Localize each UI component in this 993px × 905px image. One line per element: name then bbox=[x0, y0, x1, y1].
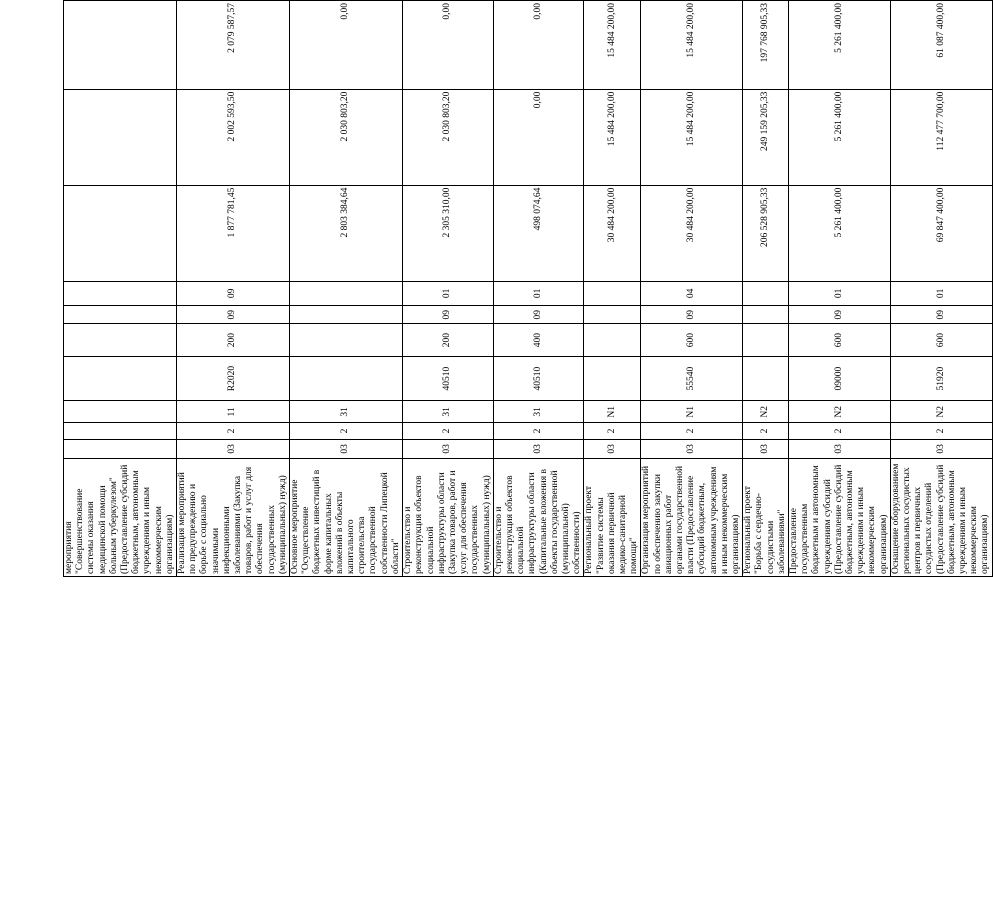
table-row bbox=[890, 1, 992, 577]
amount-year-3: 15 484 200,00 bbox=[584, 1, 641, 90]
amount-year-2: 15 484 200,00 bbox=[584, 89, 641, 185]
table-row bbox=[177, 1, 290, 577]
amount-year-2 bbox=[64, 89, 177, 185]
amount-year-3: 15 484 200,00 bbox=[641, 1, 743, 90]
amount-year-1: 206 528 905,33 bbox=[743, 185, 789, 281]
direction-code: 51920 bbox=[890, 356, 992, 400]
subsection-code: 04 bbox=[641, 281, 743, 305]
expense-type-code: 600 bbox=[641, 324, 743, 356]
event-code: N1 bbox=[584, 401, 641, 423]
section-code: 09 bbox=[493, 305, 584, 323]
event-code: N2 bbox=[743, 401, 789, 423]
expense-type-code: 200 bbox=[403, 324, 494, 356]
subsection-code: 09 bbox=[177, 281, 290, 305]
expense-type-code: 600 bbox=[789, 324, 891, 356]
direction-code: 55540 bbox=[641, 356, 743, 400]
subprogram-code: 2 bbox=[403, 423, 494, 439]
program-code: 03 bbox=[177, 439, 290, 459]
amount-year-1: 30 484 200,00 bbox=[641, 185, 743, 281]
direction-code: 40510 bbox=[403, 356, 494, 400]
amount-year-1: 498 074,64 bbox=[493, 185, 584, 281]
expense-type-code: 400 bbox=[493, 324, 584, 356]
table-row bbox=[789, 1, 891, 577]
row-name: Основное мероприятие "Осуществление бюджетных инвестиций в форме капитальных вложений в объекты капитального строительства государственной собственности Липецкой области" bbox=[290, 459, 403, 577]
table-body bbox=[64, 1, 993, 577]
direction-code bbox=[64, 356, 177, 400]
table-row bbox=[403, 1, 494, 577]
row-name: Предоставление государственным бюджетным и автономным учреждениям субсидий (Предоставление субсидий бюджетным, автономным учреждениям и иным некоммерческим организациям) bbox=[789, 459, 891, 577]
row-name: Оснащение оборудованием региональных сосудистых центров и первичных сосудистых отделений (Предоставление субсидий бюджетным, автономным учреждениям и иным некоммерческим организациям) bbox=[890, 459, 992, 577]
subsection-code bbox=[584, 281, 641, 305]
section-code bbox=[743, 305, 789, 323]
program-code bbox=[64, 439, 177, 459]
section-code bbox=[290, 305, 403, 323]
amount-year-2: 112 477 700,00 bbox=[890, 89, 992, 185]
expense-type-code bbox=[64, 324, 177, 356]
subsection-code: 01 bbox=[403, 281, 494, 305]
event-code bbox=[64, 401, 177, 423]
subsection-code bbox=[290, 281, 403, 305]
direction-code: R2020 bbox=[177, 356, 290, 400]
expense-type-code bbox=[743, 324, 789, 356]
amount-year-1: 1 877 781,45 bbox=[177, 185, 290, 281]
row-name: мероприятия "Совершенствование системы оказания медицинской помощи больным туберкулезом" (Предоставление субсидий бюджетным, автономным учреждениям и иным некоммерческим организациям) bbox=[64, 459, 177, 577]
subsection-code bbox=[743, 281, 789, 305]
amount-year-2: 2 030 803,20 bbox=[290, 89, 403, 185]
amount-year-3: 61 087 400,00 bbox=[890, 1, 992, 90]
event-code: N2 bbox=[890, 401, 992, 423]
subprogram-code bbox=[64, 423, 177, 439]
event-code: N2 bbox=[789, 401, 891, 423]
event-code: N1 bbox=[641, 401, 743, 423]
row-name: Строительство и реконструкция объектов социальной инфраструктуры области (Закупка товаров, работ и услуг для обеспечения государственных (муниципальных) нужд) bbox=[403, 459, 494, 577]
section-code: 09 bbox=[641, 305, 743, 323]
program-code: 03 bbox=[890, 439, 992, 459]
table-row bbox=[584, 1, 641, 577]
amount-year-2: 249 159 205,33 bbox=[743, 89, 789, 185]
subsection-code: 01 bbox=[890, 281, 992, 305]
direction-code: 40510 bbox=[493, 356, 584, 400]
amount-year-1: 2 803 384,64 bbox=[290, 185, 403, 281]
program-code: 03 bbox=[403, 439, 494, 459]
amount-year-1: 30 484 200,00 bbox=[584, 185, 641, 281]
row-name: Региональный проект "Борьба с сердечно-сосудистыми заболеваниями" bbox=[743, 459, 789, 577]
amount-year-3 bbox=[64, 1, 177, 90]
amount-year-2: 2 030 803,20 bbox=[403, 89, 494, 185]
row-name: Организация мероприятий по обеспечению закупки авиационных работ органами государственной власти (Предоставление субсидий бюджетным, автономным учреждениям и иным некоммерческим организациям) bbox=[641, 459, 743, 577]
event-code: 31 bbox=[403, 401, 494, 423]
program-code: 03 bbox=[290, 439, 403, 459]
event-code: 11 bbox=[177, 401, 290, 423]
amount-year-3: 5 261 400,00 bbox=[789, 1, 891, 90]
subprogram-code: 2 bbox=[890, 423, 992, 439]
direction-code: 09000 bbox=[789, 356, 891, 400]
amount-year-1: 5 261 400,00 bbox=[789, 185, 891, 281]
subprogram-code: 2 bbox=[493, 423, 584, 439]
amount-year-3: 0,00 bbox=[290, 1, 403, 90]
amount-year-2: 0,00 bbox=[493, 89, 584, 185]
row-name: Региональный проект "Развитие системы оказания первичной медико-санитарной помощи" bbox=[584, 459, 641, 577]
subprogram-code: 2 bbox=[641, 423, 743, 439]
event-code: 31 bbox=[493, 401, 584, 423]
program-code: 03 bbox=[493, 439, 584, 459]
table-row bbox=[290, 1, 403, 577]
subprogram-code: 2 bbox=[789, 423, 891, 439]
subsection-code bbox=[64, 281, 177, 305]
subsection-code: 01 bbox=[493, 281, 584, 305]
table-row bbox=[493, 1, 584, 577]
budget-table bbox=[63, 0, 993, 577]
event-code: 31 bbox=[290, 401, 403, 423]
section-code: 09 bbox=[177, 305, 290, 323]
program-code: 03 bbox=[789, 439, 891, 459]
amount-year-3: 0,00 bbox=[403, 1, 494, 90]
subsection-code: 01 bbox=[789, 281, 891, 305]
amount-year-3: 0,00 bbox=[493, 1, 584, 90]
section-code bbox=[64, 305, 177, 323]
table-row bbox=[641, 1, 743, 577]
program-code: 03 bbox=[743, 439, 789, 459]
section-code bbox=[584, 305, 641, 323]
table-row bbox=[64, 1, 177, 577]
subprogram-code: 2 bbox=[743, 423, 789, 439]
expense-type-code: 200 bbox=[177, 324, 290, 356]
subprogram-code: 2 bbox=[584, 423, 641, 439]
amount-year-2: 2 002 593,50 bbox=[177, 89, 290, 185]
direction-code bbox=[584, 356, 641, 400]
direction-code bbox=[290, 356, 403, 400]
amount-year-3: 197 768 905,33 bbox=[743, 1, 789, 90]
section-code: 09 bbox=[403, 305, 494, 323]
row-name: Реализация мероприятий по предупреждению и борьбе с социально значимыми инфекционными заболеваниями (Закупка товаров, работ и услуг для обеспечения государственных (муниципальных) нужд) bbox=[177, 459, 290, 577]
section-code: 09 bbox=[789, 305, 891, 323]
expense-type-code bbox=[290, 324, 403, 356]
table-row bbox=[743, 1, 789, 577]
program-code: 03 bbox=[584, 439, 641, 459]
subprogram-code: 2 bbox=[290, 423, 403, 439]
amount-year-1 bbox=[64, 185, 177, 281]
program-code: 03 bbox=[641, 439, 743, 459]
section-code: 09 bbox=[890, 305, 992, 323]
expense-type-code: 600 bbox=[890, 324, 992, 356]
amount-year-2: 5 261 400,00 bbox=[789, 89, 891, 185]
amount-year-1: 69 847 400,00 bbox=[890, 185, 992, 281]
amount-year-2: 15 484 200,00 bbox=[641, 89, 743, 185]
amount-year-1: 2 305 310,00 bbox=[403, 185, 494, 281]
expense-type-code bbox=[584, 324, 641, 356]
direction-code bbox=[743, 356, 789, 400]
subprogram-code: 2 bbox=[177, 423, 290, 439]
row-name: Строительство и реконструкция объектов социальной инфраструктуры области (Капитальные вложения в объекты государственной (муниципальной) собственности) bbox=[493, 459, 584, 577]
amount-year-3: 2 079 587,57 bbox=[177, 1, 290, 90]
